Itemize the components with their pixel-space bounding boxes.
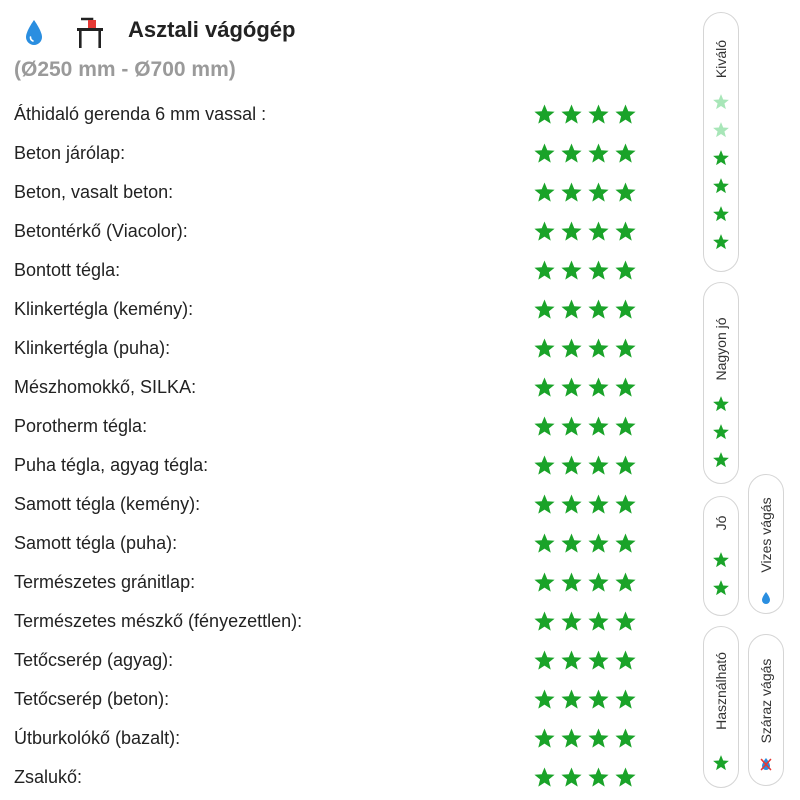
- material-label: Klinkertégla (kemény):: [14, 299, 194, 319]
- legend-nagyon-jo-stars: [704, 395, 738, 469]
- star-icon: [614, 376, 637, 399]
- star-icon: [560, 649, 583, 672]
- star-icon: [614, 571, 637, 594]
- star-icon: [560, 181, 583, 204]
- legend-kivalo: [703, 12, 739, 272]
- legend-hasznalhato-label: Használható: [713, 652, 729, 730]
- material-label: Betontérkő (Viacolor):: [14, 221, 188, 241]
- legend-hasznalhato-stars: [704, 754, 738, 772]
- material-rating-stars: [533, 376, 637, 399]
- material-row: [0, 409, 690, 448]
- star-icon: [614, 142, 637, 165]
- star-icon: [614, 415, 637, 438]
- star-icon: [614, 727, 637, 750]
- water-drop-icon: [22, 18, 46, 48]
- star-icon: [587, 337, 610, 360]
- material-row: [0, 136, 690, 175]
- material-label: Útburkolókő (bazalt):: [14, 728, 181, 748]
- material-label: Samott tégla (puha):: [14, 533, 178, 553]
- star-icon: [560, 259, 583, 282]
- star-icon: [533, 571, 556, 594]
- material-label: Mészhomokkő, SILKA:: [14, 377, 197, 397]
- star-icon: [587, 727, 610, 750]
- star-icon: [533, 142, 556, 165]
- material-label: Porotherm tégla:: [14, 416, 148, 436]
- no-water-icon: [760, 757, 772, 771]
- star-icon: [533, 688, 556, 711]
- star-icon: [712, 149, 730, 167]
- material-label: Beton járólap:: [14, 143, 126, 163]
- material-label: Puha tégla, agyag tégla:: [14, 455, 209, 475]
- material-row: [0, 682, 690, 721]
- material-rating-stars: [533, 727, 637, 750]
- material-label: Klinkertégla (puha):: [14, 338, 171, 358]
- material-row: [0, 565, 690, 604]
- star-icon: [533, 610, 556, 633]
- water-drop-icon: [760, 591, 772, 605]
- material-rating-stars: [533, 103, 637, 126]
- star-icon: [560, 376, 583, 399]
- legend-vizes-label: Vizes vágás: [758, 497, 774, 573]
- material-row: [0, 370, 690, 409]
- star-icon: [712, 423, 730, 441]
- material-row: [0, 331, 690, 370]
- star-icon: [533, 493, 556, 516]
- material-row: [0, 721, 690, 760]
- star-icon: [587, 688, 610, 711]
- star-icon: [614, 610, 637, 633]
- star-icon: [587, 181, 610, 204]
- star-icon: [533, 649, 556, 672]
- material-row: [0, 604, 690, 643]
- material-rating-stars: [533, 415, 637, 438]
- star-icon: [614, 220, 637, 243]
- star-icon: [614, 103, 637, 126]
- star-icon: [587, 649, 610, 672]
- legend-kivalo-stars: [704, 93, 738, 251]
- material-rating-stars: [533, 298, 637, 321]
- star-icon: [560, 415, 583, 438]
- star-icon: [614, 454, 637, 477]
- star-icon: [614, 649, 637, 672]
- star-icon: [587, 220, 610, 243]
- legend-szaraz-vagas: [748, 634, 784, 786]
- material-rating-list: [0, 97, 690, 799]
- star-icon: [533, 415, 556, 438]
- star-icon: [533, 298, 556, 321]
- star-icon: [712, 754, 730, 772]
- star-icon: [560, 220, 583, 243]
- star-icon: [587, 766, 610, 789]
- star-icon: [560, 454, 583, 477]
- legend-jo-label: Jó: [713, 515, 729, 531]
- star-icon: [533, 103, 556, 126]
- material-row: [0, 760, 690, 799]
- material-label: Samott tégla (kemény):: [14, 494, 201, 514]
- table-saw-icon: [74, 16, 106, 50]
- legend-kivalo-label: Kiváló: [713, 39, 729, 79]
- material-label: Természetes gránitlap:: [14, 572, 196, 592]
- star-faded-icon: [712, 93, 730, 111]
- star-icon: [560, 493, 583, 516]
- material-row: [0, 175, 690, 214]
- material-label: Áthidaló gerenda 6 mm vassal :: [14, 104, 267, 124]
- material-row: [0, 487, 690, 526]
- diameter-range: (Ø250 mm - Ø700 mm): [14, 58, 236, 81]
- material-label: Tetőcserép (beton):: [14, 689, 170, 709]
- star-icon: [712, 395, 730, 413]
- product-header: [0, 0, 690, 100]
- star-icon: [614, 688, 637, 711]
- legend-vizes-vagas: [748, 474, 784, 614]
- material-rating-stars: [533, 610, 637, 633]
- legend-jo-stars: [704, 551, 738, 597]
- star-icon: [560, 610, 583, 633]
- star-icon: [587, 571, 610, 594]
- star-icon: [587, 142, 610, 165]
- material-rating-stars: [533, 181, 637, 204]
- star-icon: [533, 376, 556, 399]
- material-rating-stars: [533, 142, 637, 165]
- star-icon: [533, 259, 556, 282]
- material-label: Zsalukő:: [14, 767, 83, 787]
- star-icon: [560, 532, 583, 555]
- star-icon: [560, 688, 583, 711]
- material-rating-stars: [533, 766, 637, 789]
- material-rating-stars: [533, 649, 637, 672]
- material-row: [0, 253, 690, 292]
- star-icon: [533, 181, 556, 204]
- material-label: Tetőcserép (agyag):: [14, 650, 174, 670]
- star-icon: [712, 579, 730, 597]
- legend-szaraz-label: Száraz vágás: [758, 658, 774, 744]
- star-icon: [587, 259, 610, 282]
- legend-nagyon-jo: [703, 282, 739, 484]
- star-faded-icon: [712, 121, 730, 139]
- star-icon: [560, 103, 583, 126]
- legend-hasznalhato: [703, 626, 739, 788]
- page-title: Asztali vágógép: [128, 17, 296, 42]
- material-rating-stars: [533, 337, 637, 360]
- material-row: [0, 526, 690, 565]
- star-icon: [712, 233, 730, 251]
- star-icon: [587, 610, 610, 633]
- material-rating-stars: [533, 220, 637, 243]
- material-rating-stars: [533, 493, 637, 516]
- star-icon: [712, 451, 730, 469]
- material-label: Természetes mészkő (fényezettlen):: [14, 611, 303, 631]
- star-icon: [533, 766, 556, 789]
- star-icon: [587, 103, 610, 126]
- star-icon: [533, 337, 556, 360]
- legend-jo: [703, 496, 739, 616]
- legend-nagyon-jo-label: Nagyon jó: [713, 317, 729, 381]
- star-icon: [712, 205, 730, 223]
- star-icon: [587, 376, 610, 399]
- material-rating-stars: [533, 259, 637, 282]
- star-icon: [533, 454, 556, 477]
- star-icon: [560, 337, 583, 360]
- star-icon: [560, 142, 583, 165]
- star-icon: [587, 454, 610, 477]
- star-icon: [560, 727, 583, 750]
- star-icon: [614, 181, 637, 204]
- star-icon: [614, 259, 637, 282]
- star-icon: [587, 493, 610, 516]
- star-icon: [614, 766, 637, 789]
- star-icon: [587, 415, 610, 438]
- material-row: [0, 97, 690, 136]
- star-icon: [560, 766, 583, 789]
- star-icon: [533, 727, 556, 750]
- star-icon: [560, 571, 583, 594]
- material-row: [0, 643, 690, 682]
- material-rating-stars: [533, 532, 637, 555]
- star-icon: [614, 337, 637, 360]
- star-icon: [614, 493, 637, 516]
- star-icon: [614, 532, 637, 555]
- star-icon: [712, 177, 730, 195]
- material-rating-stars: [533, 688, 637, 711]
- star-icon: [587, 532, 610, 555]
- star-icon: [533, 220, 556, 243]
- material-row: [0, 214, 690, 253]
- material-label: Beton, vasalt beton:: [14, 182, 174, 202]
- star-icon: [614, 298, 637, 321]
- star-icon: [712, 551, 730, 569]
- star-icon: [533, 532, 556, 555]
- star-icon: [560, 298, 583, 321]
- material-rating-stars: [533, 454, 637, 477]
- material-label: Bontott tégla:: [14, 260, 121, 280]
- material-row: [0, 292, 690, 331]
- material-rating-stars: [533, 571, 637, 594]
- material-row: [0, 448, 690, 487]
- star-icon: [587, 298, 610, 321]
